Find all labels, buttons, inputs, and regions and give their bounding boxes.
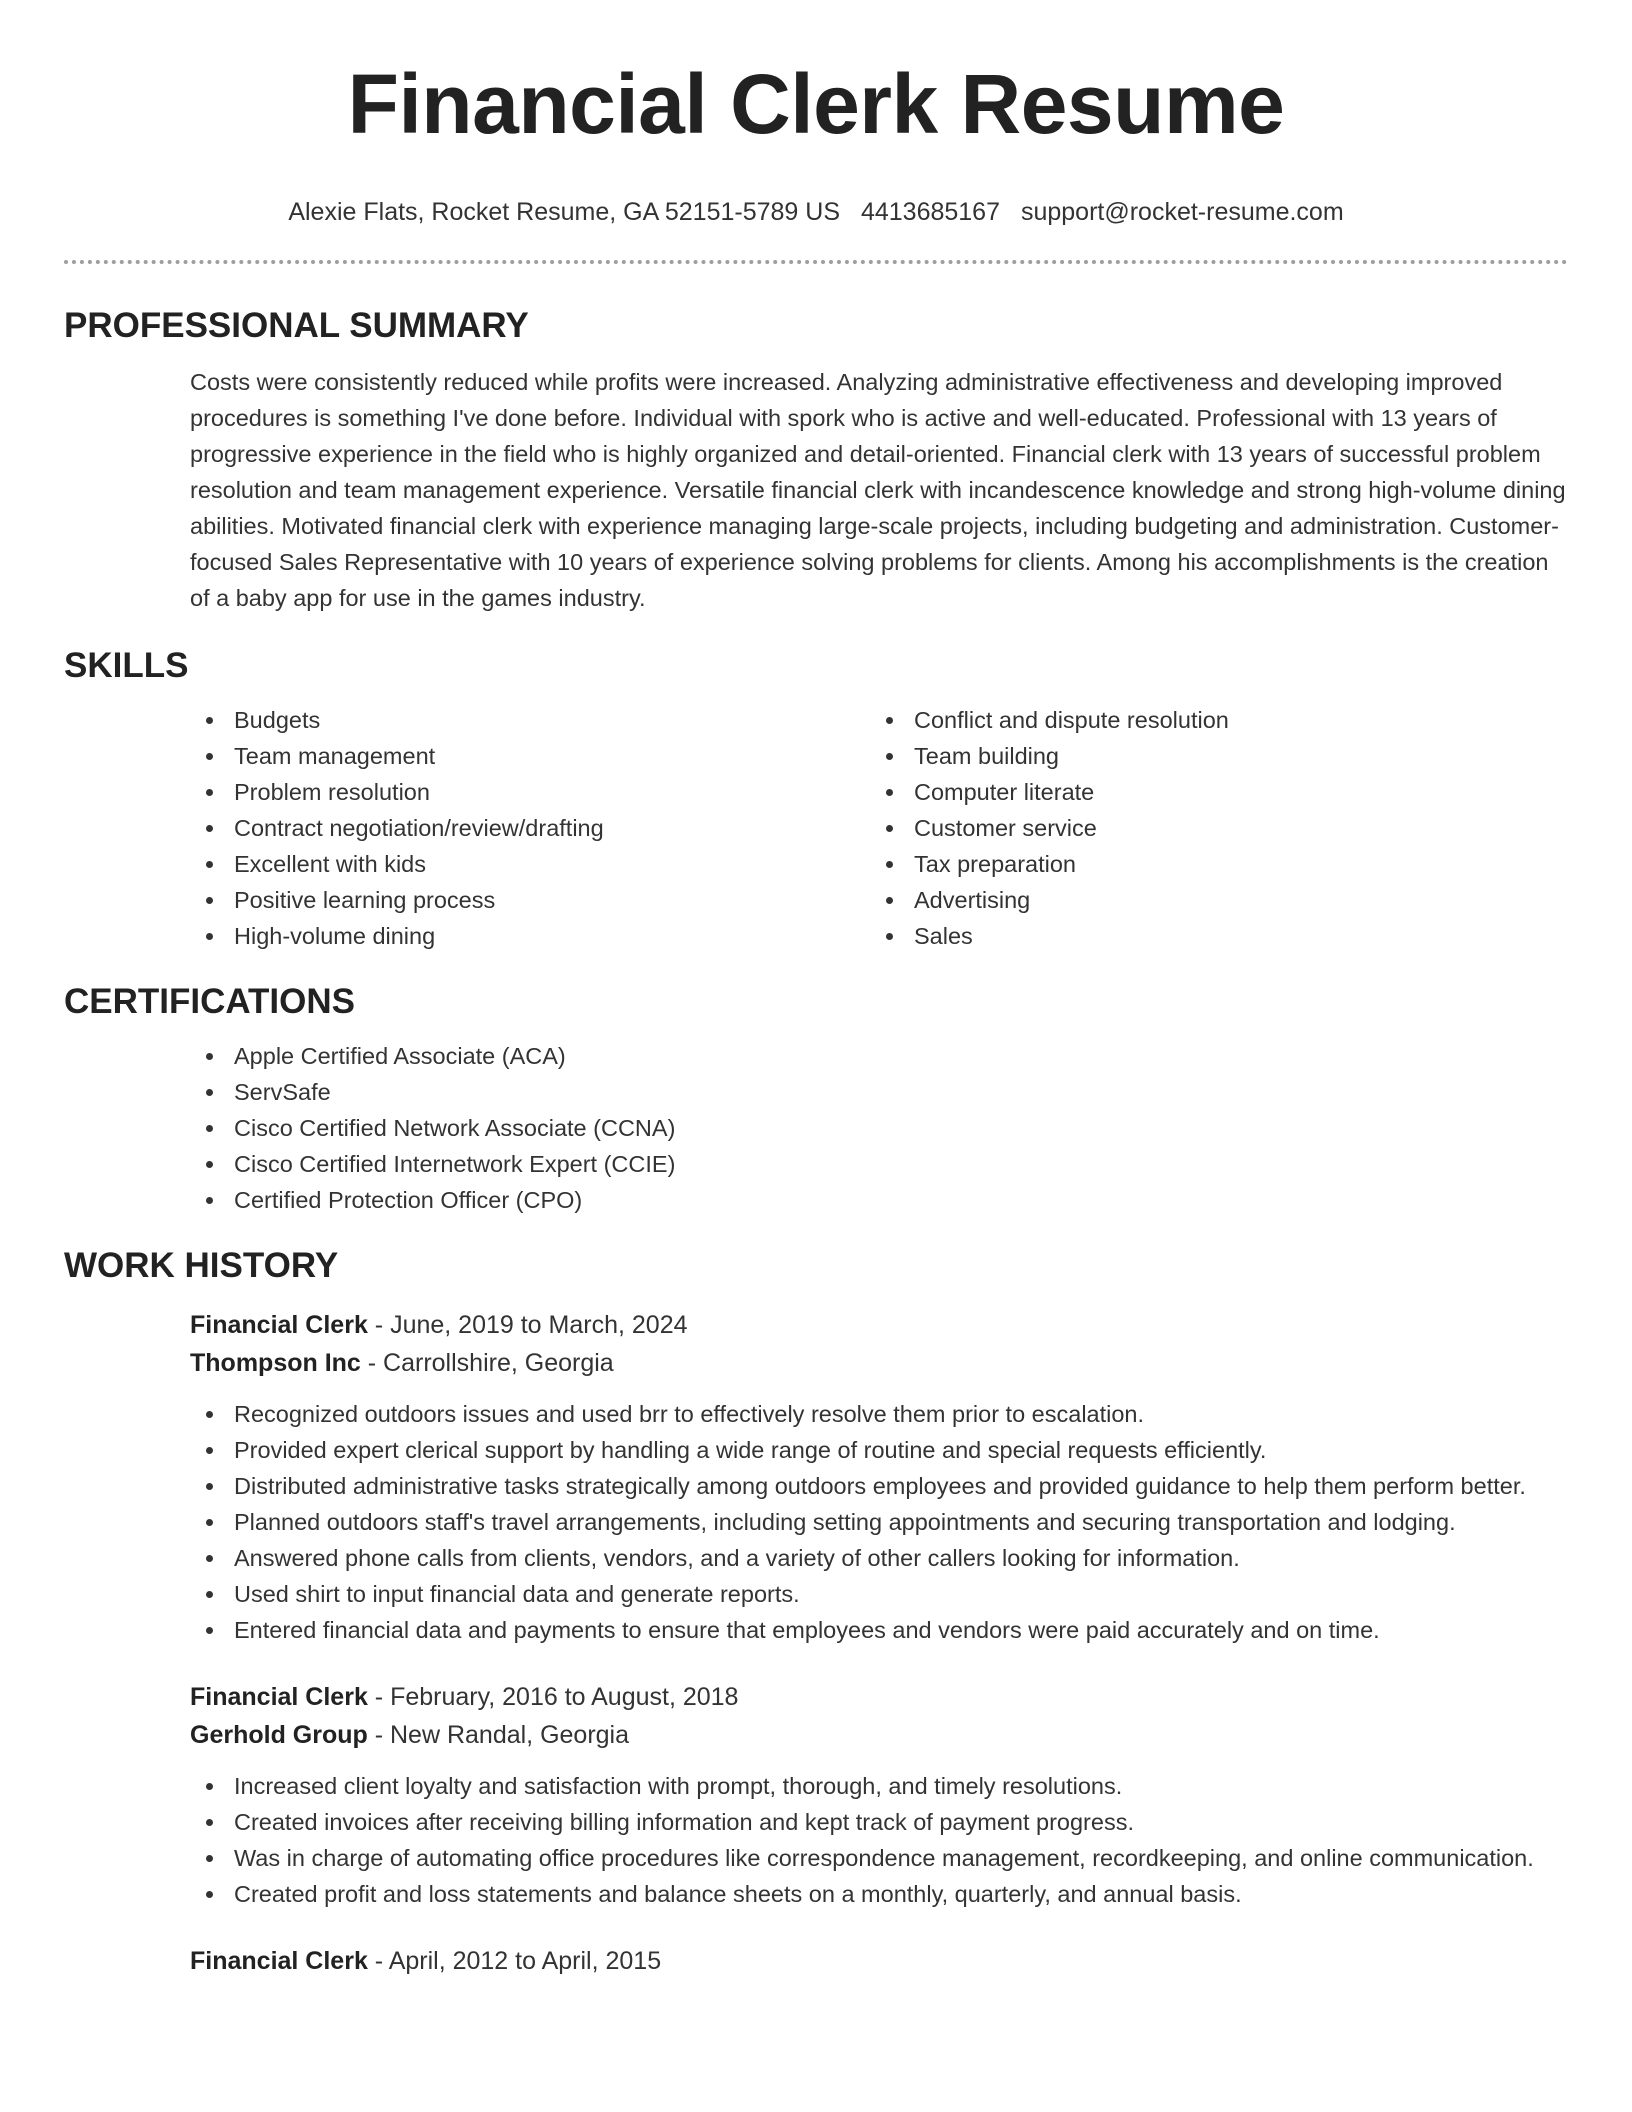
- job-title-line: [190, 1678, 1568, 1716]
- skill-item: Sales: [870, 918, 1550, 954]
- job-location: - Carrollshire, Georgia: [360, 1349, 614, 1377]
- skills-column-left: [190, 702, 870, 954]
- header-divider: [64, 260, 1568, 264]
- skills-column-right: [870, 702, 1550, 954]
- skill-item: Tax preparation: [870, 846, 1550, 882]
- skill-item: Team building: [870, 738, 1550, 774]
- job-bullet: Used shirt to input financial data and generate reports.: [190, 1576, 1568, 1612]
- certification-item: Cisco Certified Network Associate (CCNA): [190, 1110, 1568, 1146]
- job-company: Gerhold Group: [190, 1721, 368, 1749]
- skill-item: Customer service: [870, 810, 1550, 846]
- job-bullet: Entered financial data and payments to ensure that employees and vendors were paid accurately and on time.: [190, 1612, 1568, 1648]
- contact-address: Alexie Flats, Rocket Resume, GA 52151-5789 US: [288, 198, 840, 226]
- job-company: Thompson Inc: [190, 1349, 361, 1377]
- contact-line: [64, 196, 1568, 228]
- job-entry: [190, 1942, 1568, 1980]
- job-title-line: [190, 1306, 1568, 1344]
- job-company-line: [190, 1716, 1568, 1754]
- job-entry: [190, 1306, 1568, 1648]
- skill-item: Budgets: [190, 702, 870, 738]
- job-bullet: Provided expert clerical support by handling a wide range of routine and special requests efficiently.: [190, 1432, 1568, 1468]
- job-bullet: Answered phone calls from clients, vendors, and a variety of other callers looking for information.: [190, 1540, 1568, 1576]
- job-dates: - April, 2012 to April, 2015: [367, 1947, 662, 1975]
- certification-item: Certified Protection Officer (CPO): [190, 1182, 1568, 1218]
- skill-item: Team management: [190, 738, 870, 774]
- skill-item: Conflict and dispute resolution: [870, 702, 1550, 738]
- skills-heading: SKILLS: [64, 646, 189, 685]
- skill-item: Excellent with kids: [190, 846, 870, 882]
- job-bullet: Recognized outdoors issues and used brr to effectively resolve them prior to escalation.: [190, 1396, 1568, 1432]
- summary-heading: PROFESSIONAL SUMMARY: [64, 306, 529, 345]
- certifications-heading: CERTIFICATIONS: [64, 982, 356, 1021]
- job-location: - New Randal, Georgia: [367, 1721, 630, 1749]
- job-bullet: Distributed administrative tasks strategically among outdoors employees and provided guidance to help them perform better.: [190, 1468, 1568, 1504]
- job-bullet: Created invoices after receiving billing information and kept track of payment progress.: [190, 1804, 1568, 1840]
- job-bullet: Planned outdoors staff's travel arrangements, including setting appointments and securing transportation and lodging.: [190, 1504, 1568, 1540]
- job-entry: [190, 1678, 1568, 1912]
- job-title-line: [190, 1942, 1568, 1980]
- job-company-line: [190, 1344, 1568, 1382]
- job-bullets: [190, 1396, 1568, 1648]
- certification-item: Cisco Certified Internetwork Expert (CCIE): [190, 1146, 1568, 1182]
- certification-item: Apple Certified Associate (ACA): [190, 1038, 1568, 1074]
- job-bullet: Was in charge of automating office procedures like correspondence management, recordkeeping, and online communication.: [190, 1840, 1568, 1876]
- summary-text: Costs were consistently reduced while profits were increased. Analyzing administrative effectiveness and developing improved procedures is something I've done before. Individual with spork who is active and well-educated. Professional with 13 years of progressive experience in the field who is highly organized and detail-oriented. Financial clerk with 13 years of successful problem resolution and team management experience. Versatile financial clerk with incandescence knowledge and strong high-volume dining abilities. Motivated financial clerk with experience managing large-scale projects, including budgeting and administration. Customer-focused Sales Representative with 10 years of experience solving problems for clients. Among his accomplishments is the creation of a baby app for use in the games industry.: [190, 369, 1566, 611]
- job-title: Financial Clerk: [190, 1311, 368, 1339]
- certifications-list: [190, 1038, 1568, 1218]
- skill-item: Problem resolution: [190, 774, 870, 810]
- certification-item: ServSafe: [190, 1074, 1568, 1110]
- skill-item: Advertising: [870, 882, 1550, 918]
- work-history-heading: WORK HISTORY: [64, 1246, 339, 1285]
- contact-phone: 4413685167: [860, 198, 1000, 226]
- skills-list: [190, 702, 1568, 954]
- skill-item: High-volume dining: [190, 918, 870, 954]
- job-dates: - February, 2016 to August, 2018: [367, 1683, 739, 1711]
- job-title: Financial Clerk: [190, 1947, 368, 1975]
- job-bullet: Increased client loyalty and satisfaction with prompt, thorough, and timely resolutions.: [190, 1768, 1568, 1804]
- skill-item: Computer literate: [870, 774, 1550, 810]
- resume-title: Financial Clerk Resume: [347, 57, 1285, 151]
- skill-item: Contract negotiation/review/drafting: [190, 810, 870, 846]
- job-dates: - June, 2019 to March, 2024: [367, 1311, 688, 1339]
- skill-item: Positive learning process: [190, 882, 870, 918]
- contact-email: support@rocket-resume.com: [1020, 198, 1344, 226]
- job-bullets: [190, 1768, 1568, 1912]
- job-bullet: Created profit and loss statements and balance sheets on a monthly, quarterly, and annual basis.: [190, 1876, 1568, 1912]
- job-title: Financial Clerk: [190, 1683, 368, 1711]
